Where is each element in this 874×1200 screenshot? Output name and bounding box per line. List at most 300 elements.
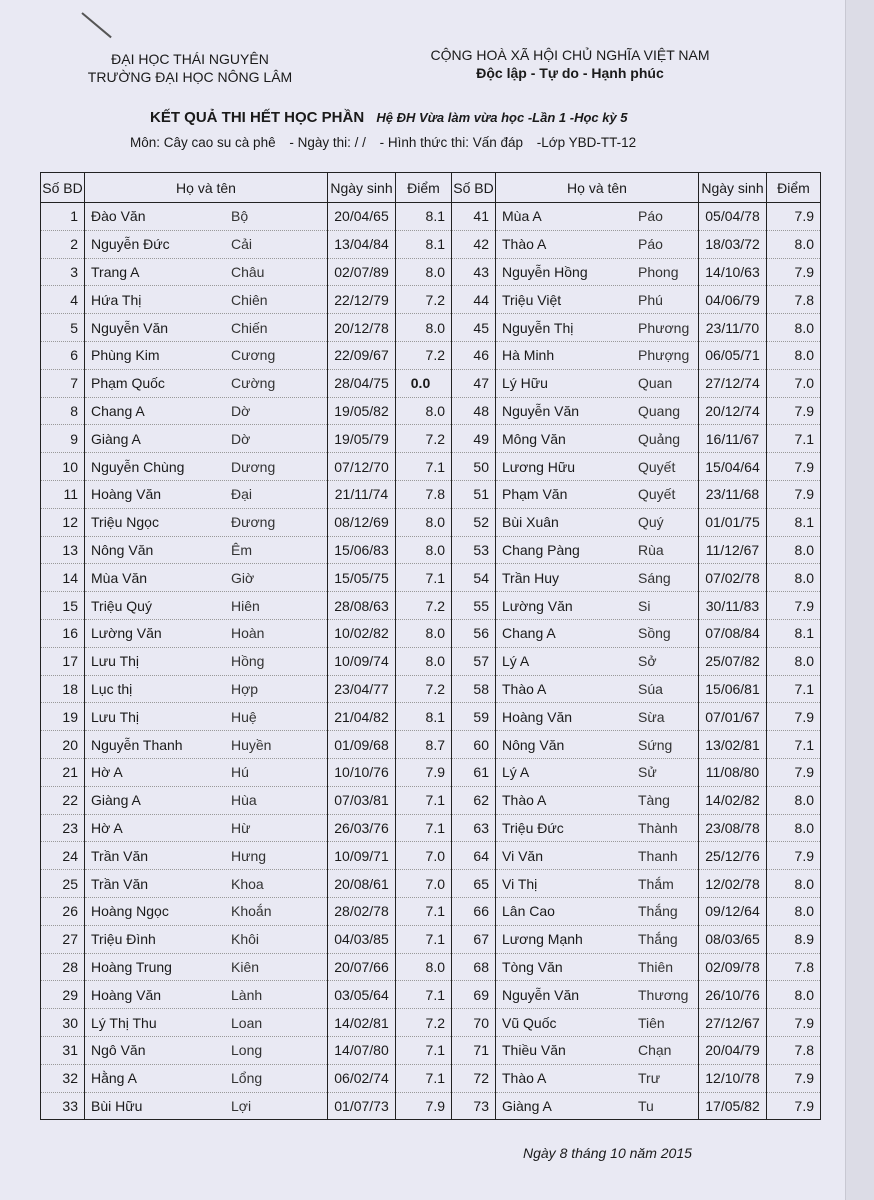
first-name: Khoắn: [231, 903, 272, 920]
table-row: [41, 592, 821, 620]
table-row: [41, 758, 821, 786]
name-cell: [85, 203, 328, 231]
first-name: Cải: [231, 236, 253, 253]
sbd-cell: 48: [452, 397, 496, 425]
first-name: Sứng: [638, 736, 673, 753]
last-middle-name: Mùa A: [502, 208, 542, 225]
last-middle-name: Thào A: [502, 680, 547, 697]
dob-cell: 06/02/74: [328, 1064, 396, 1092]
dob-cell: 16/11/67: [699, 425, 767, 453]
dob-cell: 21/11/74: [328, 480, 396, 508]
first-name: Hú: [231, 764, 249, 781]
sbd-cell: 46: [452, 341, 496, 369]
table-header-row: [41, 173, 821, 203]
last-middle-name: Nguyễn Hồng: [502, 263, 588, 280]
last-middle-name: Thiều Văn: [502, 1042, 566, 1059]
last-middle-name: Hoàng Văn: [502, 708, 573, 725]
table-row: [41, 369, 821, 397]
score-cell: 7.8: [396, 480, 452, 508]
dob-cell: 26/10/76: [699, 981, 767, 1009]
last-middle-name: Vi Văn: [502, 847, 543, 864]
first-name: Hưng: [231, 847, 267, 864]
first-name: Súa: [638, 680, 663, 697]
dob-cell: 07/12/70: [328, 453, 396, 481]
name-cell: [85, 619, 328, 647]
first-name: Huệ: [231, 708, 257, 725]
last-middle-name: Hằng A: [91, 1070, 137, 1087]
dob-cell: 06/05/71: [699, 341, 767, 369]
score-cell: 7.2: [396, 675, 452, 703]
title-main: KẾT QUẢ THI HẾT HỌC PHẦN: [150, 109, 365, 126]
last-middle-name: Nông Văn: [502, 736, 565, 753]
sbd-cell: 58: [452, 675, 496, 703]
name-cell: [85, 369, 328, 397]
score-cell: 7.1: [396, 786, 452, 814]
dob-cell: 25/12/76: [699, 842, 767, 870]
table-body: [41, 203, 821, 1120]
first-name: Chiên: [231, 291, 268, 308]
sbd-cell: 20: [41, 731, 85, 759]
first-name: Dương: [231, 458, 276, 475]
table-row: [41, 258, 821, 286]
last-middle-name: Hà Minh: [502, 347, 555, 364]
first-name: Quang: [638, 402, 681, 419]
first-name: Quý: [638, 514, 664, 531]
first-name: Huyền: [231, 736, 272, 753]
score-cell: 7.9: [767, 703, 821, 731]
document-title: [150, 109, 628, 126]
name-cell: [85, 647, 328, 675]
name-cell: [496, 1064, 699, 1092]
table-row: [41, 1036, 821, 1064]
name-cell: [496, 230, 699, 258]
sbd-cell: 67: [452, 925, 496, 953]
score-cell: 7.2: [396, 1009, 452, 1037]
last-middle-name: Thào A: [502, 236, 547, 253]
sbd-cell: 27: [41, 925, 85, 953]
dob-cell: 19/05/82: [328, 397, 396, 425]
table-row: [41, 870, 821, 898]
signing-date: Ngày 8 tháng 10 năm 2015: [523, 1145, 692, 1161]
sbd-cell: 33: [41, 1092, 85, 1120]
first-name: Thắng: [638, 931, 678, 948]
header-sbd-2: Số BD: [452, 173, 496, 203]
sbd-cell: 31: [41, 1036, 85, 1064]
last-middle-name: Nguyễn Thị: [502, 319, 574, 336]
first-name: Chạn: [638, 1042, 672, 1059]
name-cell: [496, 314, 699, 342]
name-cell: [85, 675, 328, 703]
score-cell: 7.8: [767, 1036, 821, 1064]
sbd-cell: 60: [452, 731, 496, 759]
last-middle-name: Giàng A: [91, 430, 141, 447]
name-cell: [496, 925, 699, 953]
name-cell: [496, 675, 699, 703]
sbd-cell: 47: [452, 369, 496, 397]
dob-cell: 10/09/71: [328, 842, 396, 870]
dob-cell: 14/10/63: [699, 258, 767, 286]
first-name: Giờ: [231, 569, 255, 586]
first-name: Cương: [231, 347, 276, 364]
dob-cell: 09/12/64: [699, 897, 767, 925]
sbd-cell: 41: [452, 203, 496, 231]
first-name: Tàng: [638, 792, 670, 809]
sbd-cell: 19: [41, 703, 85, 731]
table-row: [41, 897, 821, 925]
dob-cell: 08/12/69: [328, 508, 396, 536]
table-row: [41, 1092, 821, 1120]
score-cell: 7.1: [396, 925, 452, 953]
dob-cell: 02/07/89: [328, 258, 396, 286]
name-cell: [85, 480, 328, 508]
name-cell: [496, 814, 699, 842]
score-cell: 8.7: [396, 731, 452, 759]
country-name: CỘNG HOÀ XÃ HỘI CHỦ NGHĨA VIỆT NAM: [430, 47, 710, 63]
dob-cell: 01/07/73: [328, 1092, 396, 1120]
sbd-cell: 51: [452, 480, 496, 508]
dob-cell: 04/06/79: [699, 286, 767, 314]
name-cell: [496, 258, 699, 286]
name-cell: [496, 564, 699, 592]
score-cell: 7.1: [396, 1036, 452, 1064]
score-cell: 7.1: [767, 675, 821, 703]
sbd-cell: 55: [452, 592, 496, 620]
name-cell: [85, 925, 328, 953]
sbd-cell: 15: [41, 592, 85, 620]
first-name: Khôi: [231, 931, 260, 948]
class-text: -Lớp YBD-TT-12: [536, 135, 637, 150]
name-cell: [496, 480, 699, 508]
dob-cell: 01/01/75: [699, 508, 767, 536]
exam-form-text: - Hình thức thi: Vấn đáp: [379, 135, 524, 150]
last-middle-name: Lưu Thị: [91, 653, 140, 670]
dob-cell: 21/04/82: [328, 703, 396, 731]
sbd-cell: 64: [452, 842, 496, 870]
table-row: [41, 286, 821, 314]
exam-date-text: - Ngày thi: / /: [289, 135, 366, 150]
last-middle-name: Lường Văn: [502, 597, 573, 614]
national-header: [405, 46, 735, 82]
first-name: Cường: [231, 375, 276, 392]
dob-cell: 22/12/79: [328, 286, 396, 314]
score-cell: 7.1: [767, 425, 821, 453]
name-cell: [85, 758, 328, 786]
sbd-cell: 3: [41, 258, 85, 286]
table-row: [41, 453, 821, 481]
sbd-cell: 8: [41, 397, 85, 425]
dob-cell: 23/04/77: [328, 675, 396, 703]
first-name: Phượng: [638, 347, 690, 364]
last-middle-name: Bùi Hữu: [91, 1097, 143, 1114]
score-cell: 7.9: [767, 842, 821, 870]
score-cell: 7.2: [396, 592, 452, 620]
name-cell: [85, 508, 328, 536]
score-cell: 8.1: [767, 619, 821, 647]
score-cell: 7.1: [396, 814, 452, 842]
score-cell: 7.2: [396, 341, 452, 369]
last-middle-name: Nguyễn Văn: [91, 319, 169, 336]
dob-cell: 15/06/83: [328, 536, 396, 564]
sbd-cell: 57: [452, 647, 496, 675]
dob-cell: 26/03/76: [328, 814, 396, 842]
dob-cell: 14/07/80: [328, 1036, 396, 1064]
last-middle-name: Vi Thị: [502, 875, 538, 892]
dob-cell: 15/04/64: [699, 453, 767, 481]
score-cell: 7.9: [767, 453, 821, 481]
last-middle-name: Nguyễn Văn: [502, 402, 580, 419]
last-middle-name: Ngô Văn: [91, 1042, 146, 1059]
last-middle-name: Phạm Quốc: [91, 375, 165, 392]
dob-cell: 13/02/81: [699, 731, 767, 759]
dob-cell: 07/03/81: [328, 786, 396, 814]
last-middle-name: Nguyễn Chùng: [91, 458, 185, 475]
sbd-cell: 68: [452, 953, 496, 981]
results-table: [40, 172, 821, 1120]
last-middle-name: Thào A: [502, 1070, 547, 1087]
first-name: Páo: [638, 208, 663, 225]
name-cell: [85, 703, 328, 731]
name-cell: [85, 814, 328, 842]
first-name: Thành: [638, 819, 678, 836]
first-name: Bộ: [231, 208, 249, 225]
sbd-cell: 18: [41, 675, 85, 703]
last-middle-name: Nguyễn Thanh: [91, 736, 183, 753]
dob-cell: 25/07/82: [699, 647, 767, 675]
first-name: Đại: [231, 486, 253, 503]
name-cell: [496, 786, 699, 814]
title-sub: Hệ ĐH Vừa làm vừa học -Lần 1 -Học kỳ 5: [376, 110, 628, 125]
dob-cell: 10/09/74: [328, 647, 396, 675]
last-middle-name: Lý A: [502, 653, 530, 670]
name-cell: [496, 870, 699, 898]
last-middle-name: Giàng A: [91, 792, 141, 809]
dob-cell: 27/12/74: [699, 369, 767, 397]
table-row: [41, 842, 821, 870]
name-cell: [85, 341, 328, 369]
score-cell: 7.1: [396, 453, 452, 481]
sbd-cell: 42: [452, 230, 496, 258]
sbd-cell: 56: [452, 619, 496, 647]
sbd-cell: 10: [41, 453, 85, 481]
dob-cell: 23/11/68: [699, 480, 767, 508]
dob-cell: 11/12/67: [699, 536, 767, 564]
last-middle-name: Triệu Quý: [91, 597, 152, 614]
dob-cell: 28/02/78: [328, 897, 396, 925]
first-name: Hừ: [231, 819, 251, 836]
dob-cell: 07/02/78: [699, 564, 767, 592]
name-cell: [85, 314, 328, 342]
dob-cell: 10/02/82: [328, 619, 396, 647]
name-cell: [85, 897, 328, 925]
first-name: Quyết: [638, 458, 676, 475]
dob-cell: 20/07/66: [328, 953, 396, 981]
name-cell: [496, 981, 699, 1009]
name-cell: [85, 453, 328, 481]
sbd-cell: 65: [452, 870, 496, 898]
subject-text: Môn: Cây cao su cà phê: [130, 135, 276, 150]
first-name: Hiên: [231, 597, 260, 614]
score-cell: 8.0: [767, 564, 821, 592]
last-middle-name: Triệu Đình: [91, 931, 156, 948]
sbd-cell: 29: [41, 981, 85, 1009]
score-cell: 7.9: [767, 203, 821, 231]
school-name: TRƯỜNG ĐẠI HỌC NÔNG LÂM: [87, 69, 293, 85]
table-row: [41, 703, 821, 731]
last-middle-name: Lý Hữu: [502, 375, 548, 392]
first-name: Dờ: [231, 402, 251, 419]
last-middle-name: Hoàng Trung: [91, 958, 172, 975]
name-cell: [496, 619, 699, 647]
name-cell: [85, 536, 328, 564]
score-cell: 7.1: [767, 731, 821, 759]
first-name: Si: [638, 597, 651, 614]
sbd-cell: 61: [452, 758, 496, 786]
last-middle-name: Hờ A: [91, 764, 123, 781]
sbd-cell: 44: [452, 286, 496, 314]
last-middle-name: Hờ A: [91, 819, 123, 836]
score-cell: 7.2: [396, 425, 452, 453]
score-cell: 7.9: [396, 758, 452, 786]
name-cell: [85, 592, 328, 620]
pen-mark: [81, 12, 111, 38]
motto: Độc lập - Tự do - Hạnh phúc: [476, 65, 664, 81]
sbd-cell: 45: [452, 314, 496, 342]
last-middle-name: Lương Hữu: [502, 458, 576, 475]
last-middle-name: Trang A: [91, 263, 140, 280]
last-middle-name: Phạm Văn: [502, 486, 568, 503]
last-middle-name: Giàng A: [502, 1097, 552, 1114]
name-cell: [496, 758, 699, 786]
score-cell: 8.0: [767, 230, 821, 258]
last-middle-name: Trần Huy: [502, 569, 560, 586]
score-cell: 7.8: [767, 286, 821, 314]
last-middle-name: Lý A: [502, 764, 530, 781]
score-cell: 8.0: [767, 314, 821, 342]
score-cell: 8.9: [767, 925, 821, 953]
sbd-cell: 63: [452, 814, 496, 842]
table-row: [41, 508, 821, 536]
last-middle-name: Nông Văn: [91, 541, 154, 558]
header-sbd-1: Số BD: [41, 173, 85, 203]
name-cell: [85, 786, 328, 814]
score-cell: 8.1: [396, 230, 452, 258]
score-cell: 8.0: [767, 814, 821, 842]
sbd-cell: 13: [41, 536, 85, 564]
sbd-cell: 72: [452, 1064, 496, 1092]
first-name: Hợp: [231, 680, 259, 697]
last-middle-name: Lân Cao: [502, 903, 555, 920]
last-middle-name: Lương Mạnh: [502, 931, 583, 948]
dob-cell: 20/04/65: [328, 203, 396, 231]
score-cell: 7.0: [767, 369, 821, 397]
table-row: [41, 675, 821, 703]
institution-header: [70, 50, 310, 86]
sbd-cell: 73: [452, 1092, 496, 1120]
name-cell: [85, 286, 328, 314]
sbd-cell: 12: [41, 508, 85, 536]
dob-cell: 23/11/70: [699, 314, 767, 342]
score-cell: 7.9: [767, 397, 821, 425]
table-row: [41, 564, 821, 592]
first-name: Êm: [231, 541, 252, 558]
sbd-cell: 32: [41, 1064, 85, 1092]
sbd-cell: 9: [41, 425, 85, 453]
score-cell: 8.0: [767, 897, 821, 925]
dob-cell: 20/08/61: [328, 870, 396, 898]
table-row: [41, 203, 821, 231]
header-dob-1: Ngày sinh: [328, 173, 396, 203]
score-cell: 7.9: [767, 1092, 821, 1120]
sbd-cell: 25: [41, 870, 85, 898]
name-cell: [496, 453, 699, 481]
table-row: [41, 731, 821, 759]
dob-cell: 01/09/68: [328, 731, 396, 759]
first-name: Quyết: [638, 486, 676, 503]
score-cell: 7.0: [396, 842, 452, 870]
last-middle-name: Đào Văn: [91, 208, 146, 225]
name-cell: [85, 1092, 328, 1120]
last-middle-name: Chang Pàng: [502, 541, 580, 558]
sbd-cell: 24: [41, 842, 85, 870]
name-cell: [85, 981, 328, 1009]
name-cell: [496, 953, 699, 981]
last-middle-name: Phùng Kim: [91, 347, 160, 364]
header-score-2: Điểm: [767, 173, 821, 203]
first-name: Quảng: [638, 430, 681, 447]
sbd-cell: 21: [41, 758, 85, 786]
sbd-cell: 52: [452, 508, 496, 536]
dob-cell: 27/12/67: [699, 1009, 767, 1037]
table-row: [41, 341, 821, 369]
name-cell: [85, 230, 328, 258]
score-cell: 8.0: [396, 314, 452, 342]
sbd-cell: 70: [452, 1009, 496, 1037]
table-row: [41, 536, 821, 564]
score-cell: 7.1: [396, 981, 452, 1009]
score-cell: 8.0: [767, 536, 821, 564]
score-cell: 7.0: [396, 870, 452, 898]
sbd-cell: 14: [41, 564, 85, 592]
score-cell: 8.1: [767, 508, 821, 536]
name-cell: [496, 1036, 699, 1064]
last-middle-name: Vũ Quốc: [502, 1014, 557, 1031]
name-cell: [85, 258, 328, 286]
first-name: Thắng: [638, 903, 678, 920]
first-name: Sở: [638, 653, 657, 670]
first-name: Phương: [638, 319, 690, 336]
score-cell: 8.0: [396, 619, 452, 647]
score-cell: 8.0: [396, 536, 452, 564]
sbd-cell: 28: [41, 953, 85, 981]
sbd-cell: 16: [41, 619, 85, 647]
name-cell: [496, 397, 699, 425]
last-middle-name: Triệu Đức: [502, 819, 564, 836]
first-name: Chiến: [231, 319, 268, 336]
sbd-cell: 59: [452, 703, 496, 731]
dob-cell: 15/05/75: [328, 564, 396, 592]
sbd-cell: 17: [41, 647, 85, 675]
first-name: Quan: [638, 375, 673, 392]
dob-cell: 28/08/63: [328, 592, 396, 620]
dob-cell: 22/09/67: [328, 341, 396, 369]
dob-cell: 04/03/85: [328, 925, 396, 953]
sbd-cell: 23: [41, 814, 85, 842]
name-cell: [496, 341, 699, 369]
sbd-cell: 11: [41, 480, 85, 508]
sbd-cell: 1: [41, 203, 85, 231]
name-cell: [496, 536, 699, 564]
first-name: Phú: [638, 291, 663, 308]
